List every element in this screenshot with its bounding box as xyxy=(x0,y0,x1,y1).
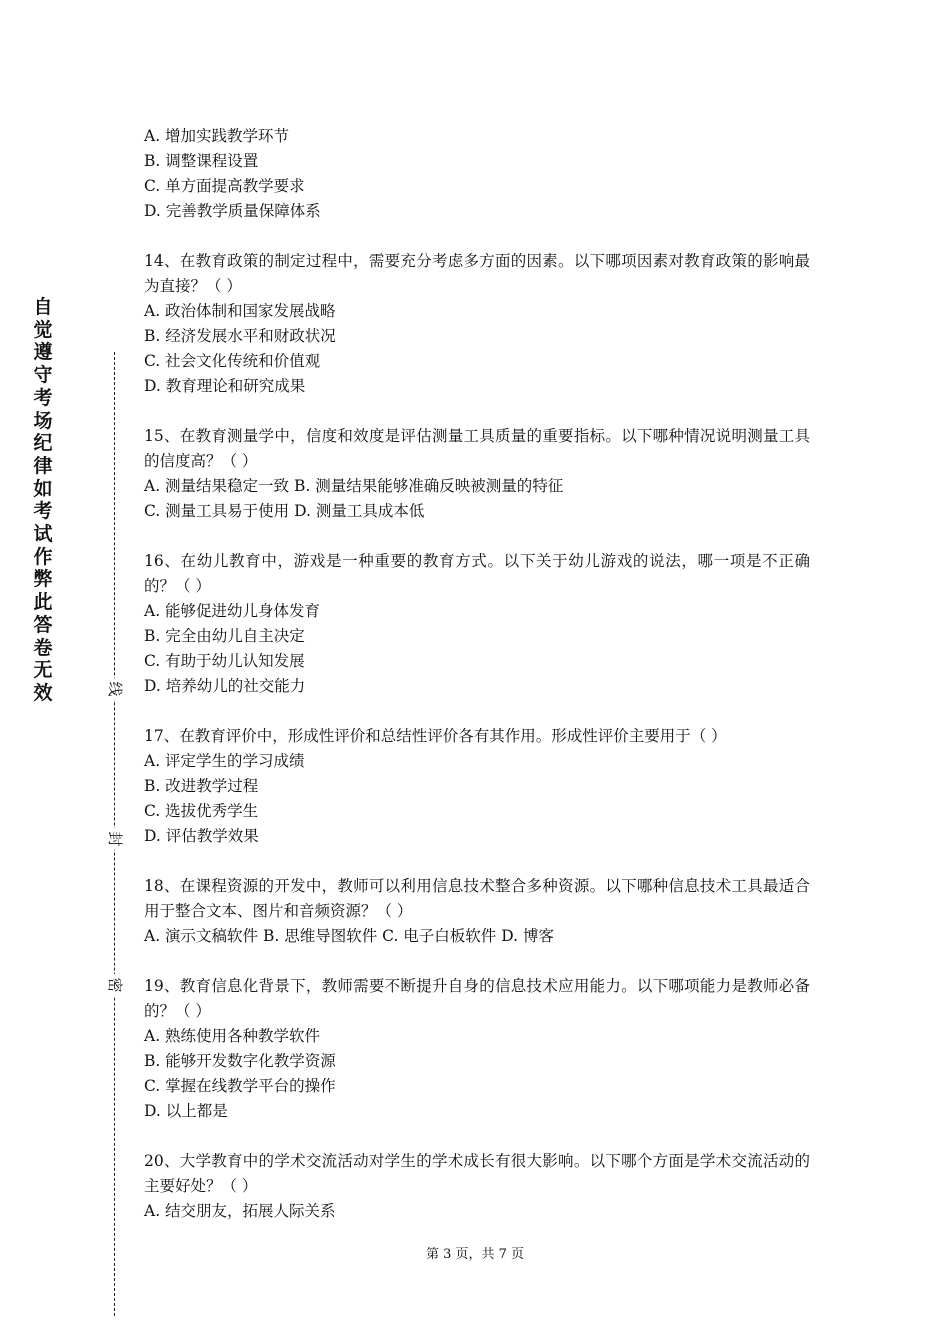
option-b: B. 能够开发数字化教学资源 xyxy=(144,1052,336,1070)
question-18 xyxy=(144,874,810,949)
question-stem: 14、在教育政策的制定过程中，需要充分考虑多方面的因素。以下哪项因素对教育政策的影响最为直接？（ ） xyxy=(144,252,810,295)
question-16 xyxy=(144,549,810,699)
question-19 xyxy=(144,974,810,1124)
option-b: B. 调整课程设置 xyxy=(144,152,259,170)
question-stem: 16、在幼儿教育中，游戏是一种重要的教育方式。以下关于幼儿游戏的说法，哪一项是不正确的？（ ） xyxy=(144,552,810,595)
question-stem: 19、教育信息化背景下，教师需要不断提升自身的信息技术应用能力。以下哪项能力是教师必备的？（ ） xyxy=(144,977,810,1020)
question-20 xyxy=(144,1149,810,1224)
question-stem: 17、在教育评价中，形成性评价和总结性评价各有其作用。形成性评价主要用于（ ） xyxy=(144,727,727,745)
exam-discipline-warning: 自觉遵守考场纪律如考试作弊此答卷无效 xyxy=(33,296,53,704)
options-row-cd: C. 测量工具易于使用 D. 测量工具成本低 xyxy=(144,502,425,520)
option-d: D. 培养幼儿的社交能力 xyxy=(144,677,306,695)
option-b: B. 完全由幼儿自主决定 xyxy=(144,627,305,645)
option-d: D. 评估教学效果 xyxy=(144,827,259,845)
option-c: C. 掌握在线教学平台的操作 xyxy=(144,1077,336,1095)
option-c: C. 社会文化传统和价值观 xyxy=(144,352,321,370)
options-row: A. 演示文稿软件 B. 思维导图软件 C. 电子白板软件 D. 博客 xyxy=(144,927,554,945)
continued-options xyxy=(144,124,810,224)
cut-label-seal: 封 xyxy=(103,828,127,850)
option-b: B. 改进教学过程 xyxy=(144,777,259,795)
option-d: D. 教育理论和研究成果 xyxy=(144,377,306,395)
option-c: C. 有助于幼儿认知发展 xyxy=(144,652,305,670)
option-a: A. 政治体制和国家发展战略 xyxy=(144,302,336,320)
question-stem: 18、在课程资源的开发中，教师可以利用信息技术整合多种资源。以下哪种信息技术工具最适合用于整合文本、图片和音频资源？（ ） xyxy=(144,877,810,920)
page-number-footer: 第 3 页，共 7 页 xyxy=(425,1247,525,1262)
options-row-ab: A. 测量结果稳定一致 B. 测量结果能够准确反映被测量的特征 xyxy=(144,477,564,495)
option-a: A. 评定学生的学习成绩 xyxy=(144,752,305,770)
question-stem: 20、大学教育中的学术交流活动对学生的学术成长有很大影响。以下哪个方面是学术交流活动的主要好处？（ ） xyxy=(144,1152,810,1195)
option-a: A. 增加实践教学环节 xyxy=(144,127,290,145)
option-a: A. 能够促进幼儿身体发育 xyxy=(144,602,321,620)
question-14 xyxy=(144,249,810,399)
question-15 xyxy=(144,424,810,524)
question-17 xyxy=(144,724,810,849)
option-a: A. 结交朋友，拓展人际关系 xyxy=(144,1202,336,1220)
option-d: D. 以上都是 xyxy=(144,1102,228,1120)
option-a: A. 熟练使用各种教学软件 xyxy=(144,1027,321,1045)
question-stem: 15、在教育测量学中，信度和效度是评估测量工具质量的重要指标。以下哪种情况说明测量工具的信度高？（ ） xyxy=(144,427,810,470)
option-c: C. 单方面提高教学要求 xyxy=(144,177,305,195)
question-content xyxy=(144,124,810,1224)
cut-label-secret: 密 xyxy=(103,974,127,996)
cut-label-line: 线 xyxy=(103,678,127,700)
option-b: B. 经济发展水平和财政状况 xyxy=(144,327,336,345)
option-c: C. 选拔优秀学生 xyxy=(144,802,259,820)
option-d: D. 完善教学质量保障体系 xyxy=(144,202,321,220)
